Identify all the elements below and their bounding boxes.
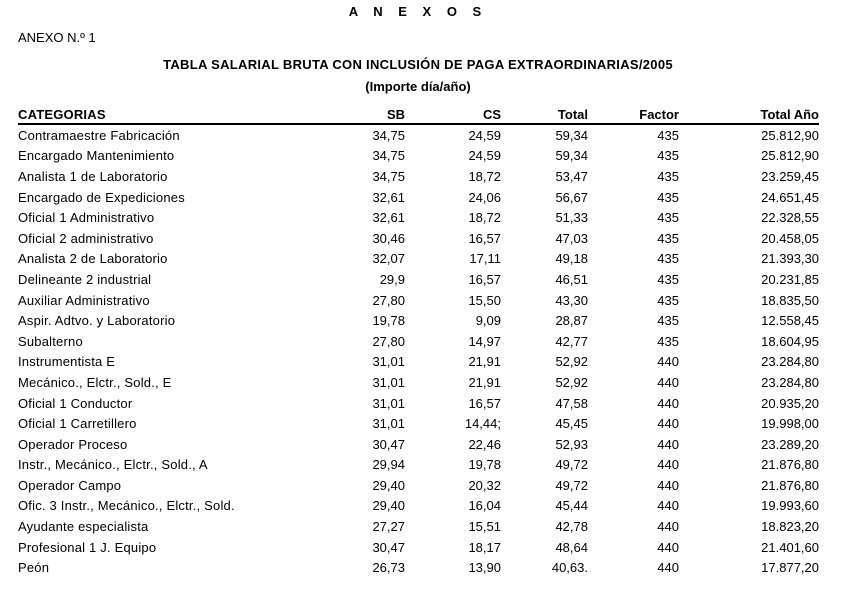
cell-total-ano: 25.812,90 bbox=[761, 127, 819, 143]
cell-total: 47,03 bbox=[555, 230, 588, 246]
cell-total-ano: 23.259,45 bbox=[761, 168, 819, 184]
cell-total: 47,58 bbox=[555, 395, 588, 411]
table-row bbox=[18, 434, 819, 455]
cell-cs: 17,11 bbox=[469, 251, 501, 267]
cell-cs: 16,57 bbox=[468, 395, 501, 411]
cell-total-ano: 20.231,85 bbox=[761, 271, 819, 287]
cell-categoria: Encargado Mantenimiento bbox=[18, 148, 175, 164]
cell-factor: 435 bbox=[657, 210, 679, 226]
cell-total-ano: 23.284,80 bbox=[761, 354, 819, 370]
cell-total: 40,63. bbox=[551, 560, 588, 576]
cell-factor: 435 bbox=[657, 271, 679, 287]
cell-sb: 31,01 bbox=[372, 416, 405, 432]
cell-sb: 32,07 bbox=[372, 251, 405, 267]
table-row bbox=[18, 372, 819, 393]
cell-categoria: Mecánico., Elctr., Sold., E bbox=[18, 374, 172, 390]
cell-categoria: Subalterno bbox=[18, 333, 83, 349]
cell-categoria: Profesional 1 J. Equipo bbox=[18, 539, 157, 555]
cell-total: 59,34 bbox=[555, 148, 588, 164]
cell-categoria: Instr., Mecánico., Elctr., Sold., A bbox=[18, 457, 208, 473]
cell-sb: 30,47 bbox=[372, 539, 405, 555]
table-row bbox=[18, 228, 819, 249]
cell-sb: 31,01 bbox=[372, 395, 405, 411]
cell-categoria: Ayudante especialista bbox=[18, 519, 149, 535]
header-sb: SB bbox=[323, 105, 405, 124]
cell-total: 49,18 bbox=[555, 251, 588, 267]
cell-total: 52,92 bbox=[555, 354, 588, 370]
cell-cs: 16,57 bbox=[468, 271, 501, 287]
cell-factor: 435 bbox=[657, 189, 679, 205]
cell-cs: 19,78 bbox=[468, 457, 501, 473]
cell-sb: 34,75 bbox=[372, 127, 405, 143]
cell-sb: 29,9 bbox=[379, 271, 405, 287]
cell-cs: 21,91 bbox=[468, 374, 501, 390]
cell-factor: 440 bbox=[657, 416, 679, 432]
table-row bbox=[18, 269, 819, 290]
table-title: TABLA SALARIAL BRUTA CON INCLUSIÓN DE PAGA EXTRAORDINARIAS/2005 bbox=[163, 57, 673, 72]
cell-categoria: Encargado de Expediciones bbox=[18, 189, 185, 205]
table-header-row bbox=[18, 105, 819, 124]
cell-total: 52,92 bbox=[555, 374, 588, 390]
cell-total-ano: 21.876,80 bbox=[761, 457, 819, 473]
cell-sb: 34,75 bbox=[372, 148, 405, 164]
cell-total-ano: 21.876,80 bbox=[761, 477, 819, 493]
cell-sb: 26,73 bbox=[372, 560, 405, 576]
cell-factor: 440 bbox=[657, 477, 679, 493]
cell-factor: 440 bbox=[657, 395, 679, 411]
header-total-ano: Total Año bbox=[679, 105, 819, 124]
cell-factor: 440 bbox=[657, 457, 679, 473]
cell-cs: 15,51 bbox=[468, 519, 501, 535]
cell-sb: 29,40 bbox=[372, 477, 405, 493]
cell-sb: 32,61 bbox=[372, 210, 405, 226]
table-row bbox=[18, 310, 819, 331]
cell-categoria: Operador Proceso bbox=[18, 436, 128, 452]
cell-sb: 29,40 bbox=[372, 498, 405, 514]
cell-total: 53,47 bbox=[555, 168, 588, 184]
cell-total: 56,67 bbox=[555, 189, 588, 205]
cell-categoria: Oficial 1 Administrativo bbox=[18, 210, 155, 226]
cell-factor: 440 bbox=[657, 539, 679, 555]
cell-total-ano: 17.877,20 bbox=[761, 560, 819, 576]
section-heading: A N E X O S bbox=[348, 4, 488, 19]
cell-sb: 27,80 bbox=[372, 333, 405, 349]
cell-total-ano: 18.835,50 bbox=[761, 292, 819, 308]
cell-cs: 15,50 bbox=[468, 292, 501, 308]
cell-total-ano: 19.998,00 bbox=[761, 416, 819, 432]
cell-total-ano: 18.604,95 bbox=[761, 333, 819, 349]
cell-cs: 14,44; bbox=[464, 416, 501, 432]
cell-categoria: Peón bbox=[18, 560, 50, 576]
cell-factor: 435 bbox=[657, 127, 679, 143]
cell-factor: 440 bbox=[657, 560, 679, 576]
cell-total-ano: 20.458,05 bbox=[761, 230, 819, 246]
cell-categoria: Analista 1 de Laboratorio bbox=[18, 168, 168, 184]
cell-factor: 440 bbox=[657, 354, 679, 370]
cell-cs: 21,91 bbox=[468, 354, 501, 370]
cell-total: 52,93 bbox=[555, 436, 588, 452]
table-row bbox=[18, 187, 819, 208]
cell-categoria: Contramaestre Fabricación bbox=[18, 127, 180, 143]
cell-factor: 440 bbox=[657, 519, 679, 535]
cell-categoria: Oficial 1 Carretillero bbox=[18, 416, 137, 432]
cell-sb: 30,47 bbox=[372, 436, 405, 452]
cell-total: 45,45 bbox=[555, 416, 588, 432]
cell-factor: 440 bbox=[657, 436, 679, 452]
cell-cs: 24,06 bbox=[468, 189, 501, 205]
cell-factor: 435 bbox=[657, 251, 679, 267]
table-row bbox=[18, 413, 819, 434]
cell-total: 59,34 bbox=[555, 127, 588, 143]
cell-sb: 27,27 bbox=[372, 519, 405, 535]
cell-total: 49,72 bbox=[555, 457, 588, 473]
cell-cs: 18,72 bbox=[468, 210, 501, 226]
cell-sb: 31,01 bbox=[372, 374, 405, 390]
cell-sb: 27,80 bbox=[372, 292, 405, 308]
annex-label: ANEXO N.º 1 bbox=[18, 30, 96, 45]
cell-factor: 435 bbox=[657, 313, 679, 329]
cell-sb: 34,75 bbox=[372, 168, 405, 184]
cell-total: 43,30 bbox=[555, 292, 588, 308]
cell-total-ano: 19.993,60 bbox=[761, 498, 819, 514]
cell-sb: 32,61 bbox=[372, 189, 405, 205]
cell-total-ano: 21.401,60 bbox=[761, 539, 819, 555]
cell-factor: 435 bbox=[657, 230, 679, 246]
cell-total-ano: 25.812,90 bbox=[761, 148, 819, 164]
cell-total: 42,77 bbox=[555, 333, 588, 349]
header-categorias: CATEGORIAS bbox=[18, 105, 323, 124]
table-row bbox=[18, 393, 819, 414]
cell-categoria: Instrumentista E bbox=[18, 354, 116, 370]
table-row bbox=[18, 207, 819, 228]
cell-total-ano: 24.651,45 bbox=[761, 189, 819, 205]
table-subtitle: (Importe día/año) bbox=[365, 79, 471, 94]
table-row bbox=[18, 352, 819, 373]
cell-cs: 16,04 bbox=[468, 498, 501, 514]
cell-factor: 440 bbox=[657, 498, 679, 514]
cell-cs: 13,90 bbox=[468, 560, 501, 576]
table-row bbox=[18, 290, 819, 311]
cell-factor: 435 bbox=[657, 148, 679, 164]
cell-sb: 30,46 bbox=[372, 230, 405, 246]
cell-sb: 31,01 bbox=[372, 354, 405, 370]
table-row bbox=[18, 516, 819, 537]
cell-categoria: Aspir. Adtvo. y Laboratorio bbox=[18, 313, 176, 329]
cell-total: 48,64 bbox=[555, 539, 588, 555]
table-row bbox=[18, 124, 819, 146]
cell-total-ano: 18.823,20 bbox=[761, 519, 819, 535]
cell-cs: 20,32 bbox=[468, 477, 501, 493]
cell-cs: 24,59 bbox=[468, 148, 501, 164]
cell-categoria: Oficial 1 Conductor bbox=[18, 395, 133, 411]
cell-total: 28,87 bbox=[555, 313, 588, 329]
cell-sb: 19,78 bbox=[372, 313, 405, 329]
cell-categoria: Auxiliar Administrativo bbox=[18, 292, 150, 308]
table-row bbox=[18, 249, 819, 270]
table-body bbox=[18, 124, 819, 578]
cell-cs: 24,59 bbox=[468, 127, 501, 143]
cell-categoria: Analista 2 de Laboratorio bbox=[18, 251, 168, 267]
cell-cs: 16,57 bbox=[468, 230, 501, 246]
cell-total: 45,44 bbox=[555, 498, 588, 514]
cell-total-ano: 23.289,20 bbox=[761, 436, 819, 452]
cell-total-ano: 12.558,45 bbox=[761, 313, 819, 329]
table-row bbox=[18, 455, 819, 476]
header-factor: Factor bbox=[588, 105, 679, 124]
table-row bbox=[18, 331, 819, 352]
header-total: Total bbox=[501, 105, 588, 124]
cell-cs: 14,97 bbox=[468, 333, 501, 349]
cell-total-ano: 22.328,55 bbox=[761, 210, 819, 226]
cell-categoria: Ofic. 3 Instr., Mecánico., Elctr., Sold. bbox=[18, 498, 235, 514]
cell-factor: 435 bbox=[657, 333, 679, 349]
table-row bbox=[18, 537, 819, 558]
cell-total: 42,78 bbox=[555, 519, 588, 535]
table-row bbox=[18, 166, 819, 187]
cell-total-ano: 20.935,20 bbox=[761, 395, 819, 411]
cell-cs: 22,46 bbox=[468, 436, 501, 452]
cell-total-ano: 21.393,30 bbox=[761, 251, 819, 267]
header-cs: CS bbox=[405, 105, 501, 124]
cell-cs: 18,17 bbox=[468, 539, 501, 555]
cell-factor: 435 bbox=[657, 168, 679, 184]
cell-categoria: Delineante 2 industrial bbox=[18, 271, 152, 287]
table-row bbox=[18, 496, 819, 517]
table-row bbox=[18, 557, 819, 578]
cell-factor: 440 bbox=[657, 374, 679, 390]
cell-categoria: Operador Campo bbox=[18, 477, 122, 493]
cell-total: 51,33 bbox=[555, 210, 588, 226]
cell-sb: 29,94 bbox=[372, 457, 405, 473]
cell-total: 49,72 bbox=[555, 477, 588, 493]
cell-total: 46,51 bbox=[555, 271, 588, 287]
table-row bbox=[18, 146, 819, 167]
cell-categoria: Oficial 2 administrativo bbox=[18, 230, 154, 246]
table-row bbox=[18, 475, 819, 496]
cell-factor: 435 bbox=[657, 292, 679, 308]
cell-cs: 18,72 bbox=[468, 168, 501, 184]
cell-total-ano: 23.284,80 bbox=[761, 374, 819, 390]
salary-table bbox=[18, 105, 819, 578]
cell-cs: 9,09 bbox=[475, 313, 501, 329]
